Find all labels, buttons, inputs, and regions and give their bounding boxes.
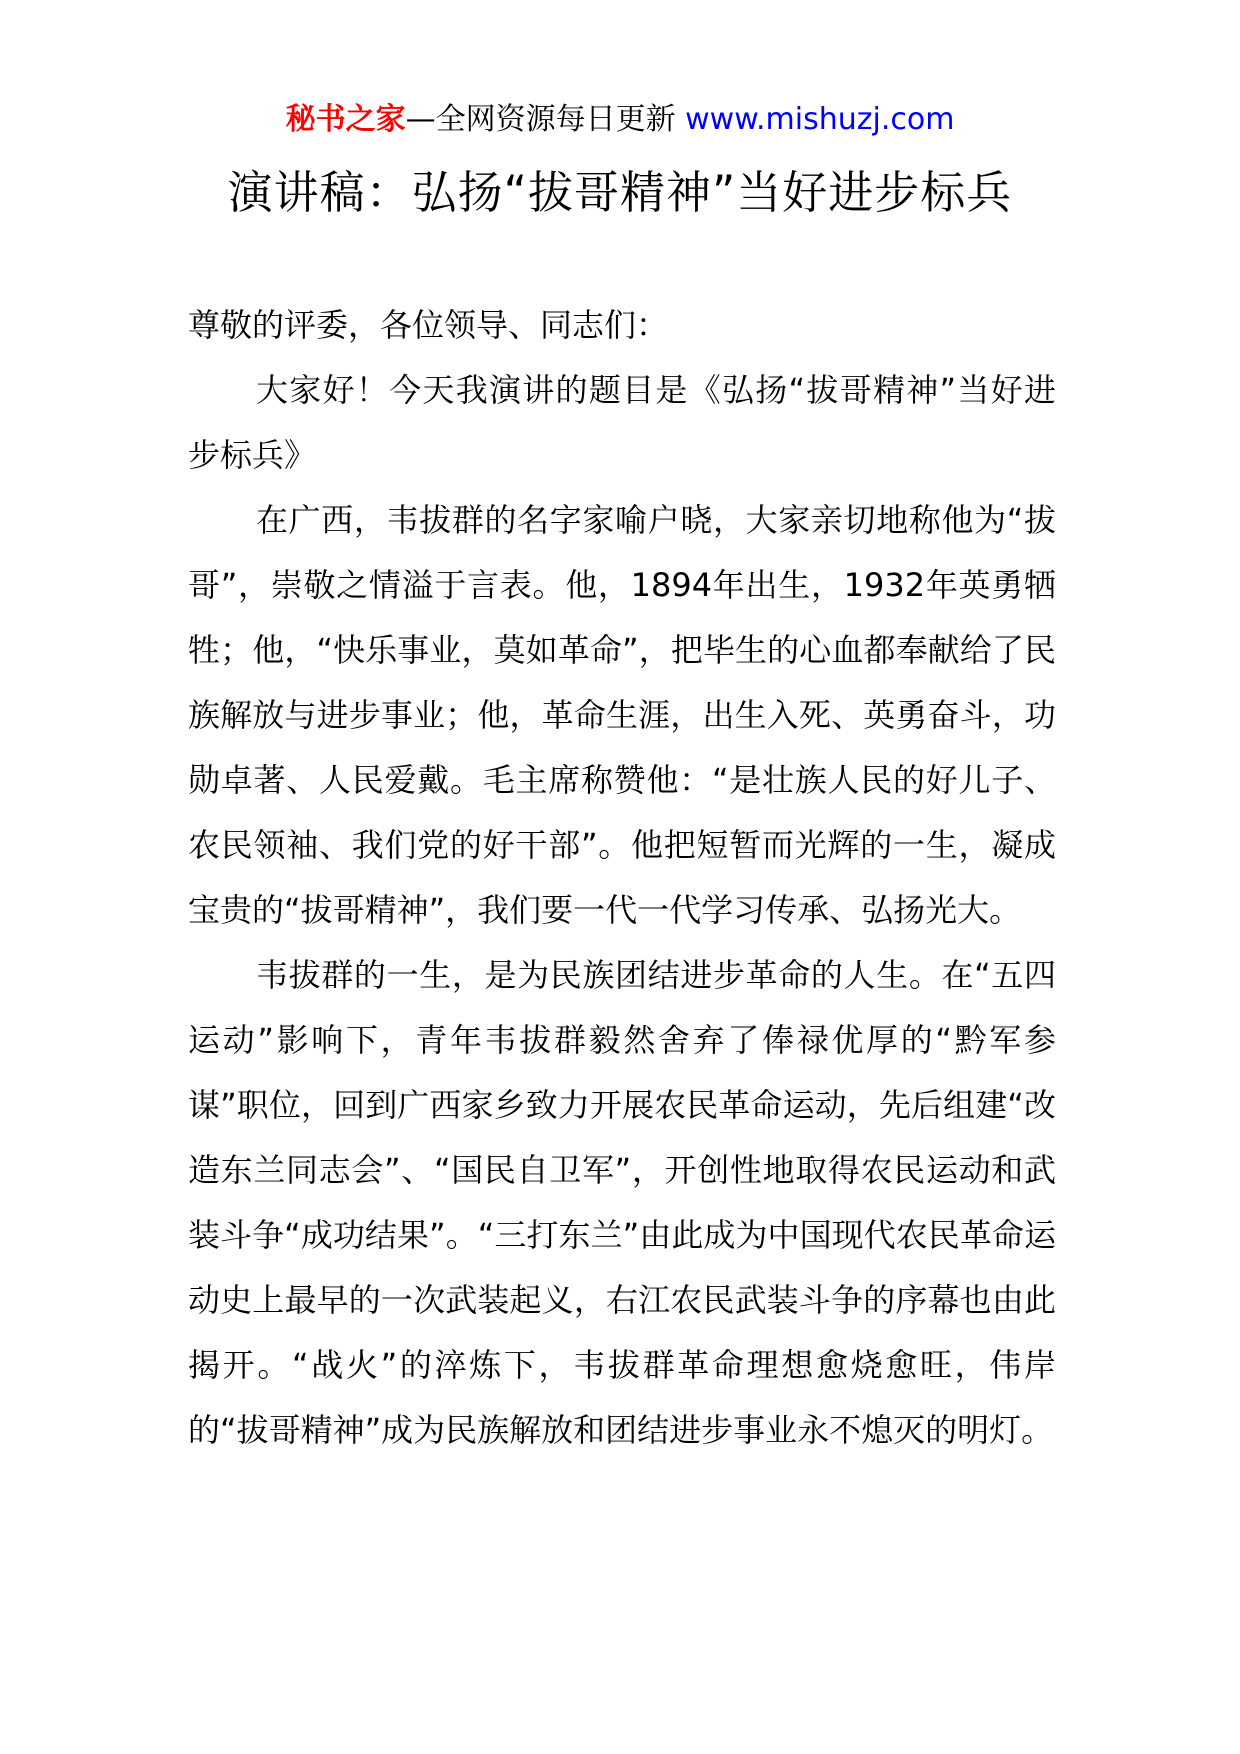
- paragraph-revolution: 韦拔群的一生，是为民族团结进步革命的人生。在“五四运动”影响下，青年韦拔群毅然舍弃了俸禄优厚的“黔军参谋”职位，回到广西家乡致力开展农民革命运动，先后组建“改造东兰同志会”、“国民自卫军”，开创性地取得农民运动和武装斗争“成功结果”。“三打东兰”由此成为中国现代农民革命运动史上最早的一次武装起义，右江农民武装斗争的序幕也由此揭开。“战火”的淬炼下，韦拔群革命理想愈烧愈旺，伟岸的“拔哥精神”成为民族解放和团结进步事业永不熄灭的明灯。: [188, 956, 1056, 1449]
- paragraph-biography: 在广西，韦拔群的名字家喻户晓，大家亲切地称他为“拔哥”，崇敬之情溢于言表。他，1894年出生，1932年英勇牺牲；他，“快乐事业，莫如革命”，把毕生的心血都奉献给了民族解放与进步事业；他，革命生涯，出生入死、英勇奋斗，功勋卓著、人民爱戴。毛主席称赞他：“是壮族人民的好儿子、农民领袖、我们党的好干部”。他把短暂而光辉的一生，凝成宝贵的“拔哥精神”，我们要一代一代学习传承、弘扬光大。: [188, 501, 1056, 929]
- site-url-link[interactable]: www.mishuzj.com: [685, 102, 955, 137]
- document-body: [188, 293, 1056, 1463]
- salutation: 尊敬的评委，各位领导、同志们：: [188, 306, 669, 344]
- site-header: [0, 100, 1240, 140]
- document-title: 演讲稿：弘扬“拔哥精神”当好进步标兵: [227, 166, 1013, 219]
- site-tagline: —全网资源每日更新: [405, 102, 686, 137]
- site-brand: 秘书之家: [285, 102, 406, 137]
- paragraph-intro: 大家好！今天我演讲的题目是《弘扬“拔哥精神”当好进步标兵》: [188, 371, 1056, 474]
